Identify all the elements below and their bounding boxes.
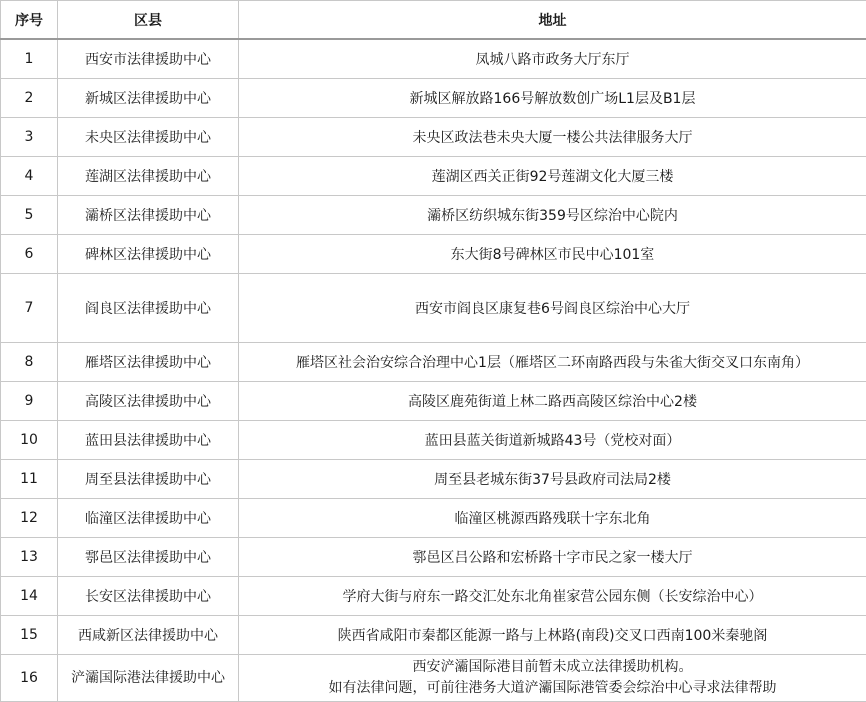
row-district[interactable]: 浐灞国际港法律援助中心 [58, 655, 239, 702]
header-address[interactable]: 地址 [239, 1, 866, 40]
table-row [1, 343, 866, 382]
header-district[interactable]: 区县 [58, 1, 239, 40]
row-address[interactable]: 陕西省咸阳市秦都区能源一路与上林路(南段)交叉口西南100米秦驰阁 [239, 616, 866, 655]
row-address[interactable]: 学府大街与府东一路交汇处东北角崔家营公园东侧（长安综治中心） [239, 577, 866, 616]
header-row [1, 1, 866, 40]
row-address[interactable]: 临潼区桃源西路残联十字东北角 [239, 499, 866, 538]
row-district[interactable]: 新城区法律援助中心 [58, 79, 239, 118]
table-row [1, 118, 866, 157]
row-index[interactable]: 6 [1, 235, 58, 274]
table-row [1, 499, 866, 538]
row-address[interactable]: 莲湖区西关正街92号莲湖文化大厦三楼 [239, 157, 866, 196]
table-row [1, 39, 866, 79]
row-index[interactable]: 12 [1, 499, 58, 538]
row-address[interactable]: 鄠邑区吕公路和宏桥路十字市民之家一楼大厅 [239, 538, 866, 577]
row-address[interactable]: 灞桥区纺织城东街359号区综治中心院内 [239, 196, 866, 235]
row-index[interactable]: 15 [1, 616, 58, 655]
table-row [1, 235, 866, 274]
row-district[interactable]: 长安区法律援助中心 [58, 577, 239, 616]
table-row [1, 382, 866, 421]
row-address[interactable]: 蓝田县蓝关街道新城路43号（党校对面） [239, 421, 866, 460]
row-index[interactable]: 13 [1, 538, 58, 577]
row-district[interactable]: 雁塔区法律援助中心 [58, 343, 239, 382]
row-address[interactable]: 西安市阎良区康复巷6号阎良区综治中心大厅 [239, 274, 866, 343]
address-line: 西安浐灞国际港目前暂未成立法律援助机构。 [241, 657, 864, 678]
row-district[interactable]: 西咸新区法律援助中心 [58, 616, 239, 655]
row-index[interactable]: 8 [1, 343, 58, 382]
table-row [1, 274, 866, 343]
row-address[interactable]: 东大街8号碑林区市民中心101室 [239, 235, 866, 274]
table-row [1, 421, 866, 460]
address-line: 如有法律问题，可前往港务大道浐灞国际港管委会综治中心寻求法律帮助 [241, 678, 864, 699]
row-district[interactable]: 高陵区法律援助中心 [58, 382, 239, 421]
row-index[interactable]: 3 [1, 118, 58, 157]
row-district[interactable]: 莲湖区法律援助中心 [58, 157, 239, 196]
row-index[interactable]: 11 [1, 460, 58, 499]
row-index[interactable]: 2 [1, 79, 58, 118]
row-address[interactable]: 周至县老城东街37号县政府司法局2楼 [239, 460, 866, 499]
row-district[interactable]: 灞桥区法律援助中心 [58, 196, 239, 235]
row-index[interactable]: 9 [1, 382, 58, 421]
table-row [1, 577, 866, 616]
row-district[interactable]: 西安市法律援助中心 [58, 39, 239, 79]
table-row [1, 196, 866, 235]
row-district[interactable]: 鄠邑区法律援助中心 [58, 538, 239, 577]
row-index[interactable]: 4 [1, 157, 58, 196]
table-row [1, 616, 866, 655]
row-district[interactable]: 碑林区法律援助中心 [58, 235, 239, 274]
row-address[interactable]: 雁塔区社会治安综合治理中心1层（雁塔区二环南路西段与朱雀大街交叉口东南角） [239, 343, 866, 382]
row-index[interactable]: 5 [1, 196, 58, 235]
row-address[interactable]: 新城区解放路166号解放数创广场L1层及B1层 [239, 79, 866, 118]
row-address[interactable]: 未央区政法巷未央大厦一楼公共法律服务大厅 [239, 118, 866, 157]
row-index[interactable]: 1 [1, 39, 58, 79]
row-index[interactable]: 7 [1, 274, 58, 343]
table-row [1, 538, 866, 577]
row-district[interactable]: 蓝田县法律援助中心 [58, 421, 239, 460]
row-address[interactable] [239, 655, 866, 702]
row-district[interactable]: 临潼区法律援助中心 [58, 499, 239, 538]
row-district[interactable]: 周至县法律援助中心 [58, 460, 239, 499]
table-row [1, 460, 866, 499]
row-district[interactable]: 未央区法律援助中心 [58, 118, 239, 157]
row-district[interactable]: 阎良区法律援助中心 [58, 274, 239, 343]
row-index[interactable]: 14 [1, 577, 58, 616]
table-row [1, 157, 866, 196]
row-index[interactable]: 16 [1, 655, 58, 702]
table-row [1, 655, 866, 702]
header-index[interactable]: 序号 [1, 1, 58, 40]
row-index[interactable]: 10 [1, 421, 58, 460]
row-address[interactable]: 凤城八路市政务大厅东厅 [239, 39, 866, 79]
table-row [1, 79, 866, 118]
row-address[interactable]: 高陵区鹿苑街道上林二路西高陵区综治中心2楼 [239, 382, 866, 421]
